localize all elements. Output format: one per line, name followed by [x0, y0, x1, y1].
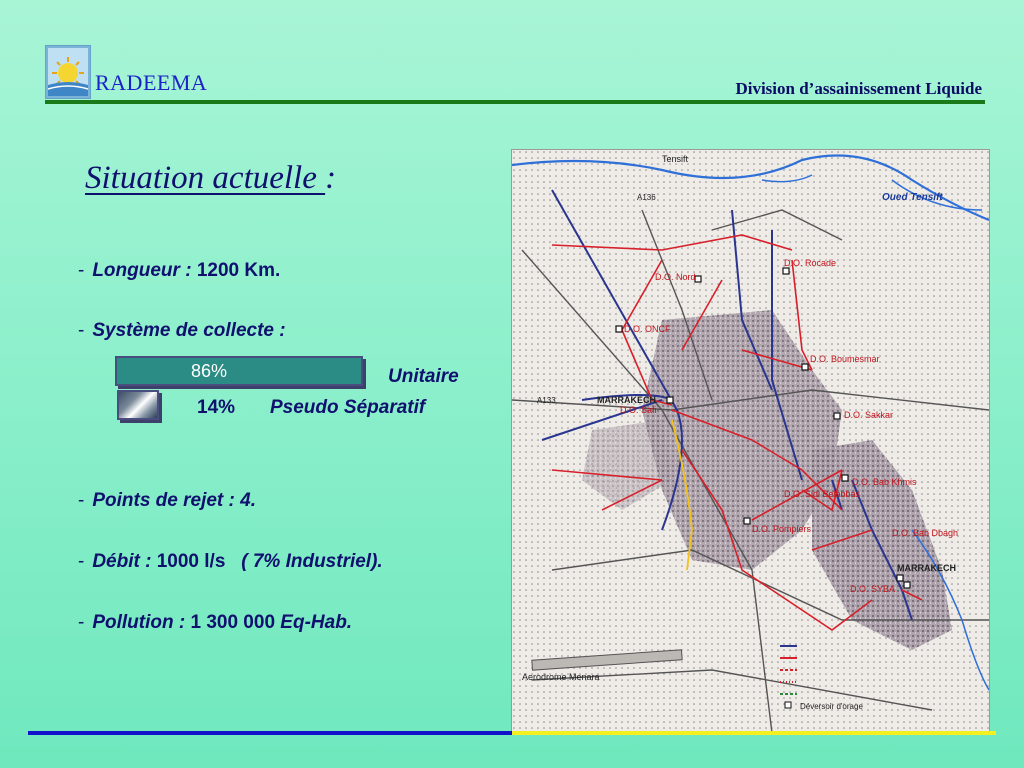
map-label-do-oncf: D.O. ONCF: [624, 324, 671, 334]
pollution-label: Pollution :: [92, 612, 186, 633]
map-label-do-sidi-belabbas: D.O. Sidi Belabbas: [784, 489, 861, 499]
map-label-do-rocade: D.O. Rocade: [784, 258, 837, 268]
map-label-a133: A133: [537, 396, 556, 405]
length-value: 1200 Km.: [196, 260, 281, 281]
unitary-share-bar: [115, 356, 363, 386]
bullet-length: - Longueur : 1200 Km.: [78, 260, 281, 281]
map-label-do-bab-dbagh: D.O. Bab Dbagh: [892, 528, 959, 538]
slide-title: [85, 160, 336, 197]
bullet-outfalls: - Points de rejet : 4.: [78, 490, 256, 511]
slide-title-colon: :: [325, 160, 337, 196]
map-label-a136: A136: [637, 193, 656, 202]
footer-rule-blue: [28, 731, 512, 735]
flow-industrial: ( 7% Industriel).: [241, 551, 383, 572]
map-label-do-nord: D.O. Nord: [655, 272, 696, 282]
pollution-value: 1 300 000: [190, 612, 276, 633]
division-title: Division d’assainissement Liquide: [735, 79, 982, 98]
length-label: Longueur :: [92, 260, 192, 281]
map-label-do-boumesmar: D.O. Boumesmar: [810, 354, 880, 364]
pseudo-share-bar: [117, 390, 159, 420]
unitary-percent: 86%: [190, 361, 228, 381]
map-label-marrakech-2: MARRAKECH: [897, 563, 956, 573]
slide-title-text: Situation actuelle: [85, 160, 326, 196]
header-divider: [45, 100, 985, 104]
bullet-collection: - Système de collecte :: [78, 320, 286, 341]
bullet-flow: - Débit : 1000 l/s ( 7% Industriel).: [78, 551, 383, 572]
sewer-network-map: [511, 149, 990, 734]
pseudo-percent: 14%: [197, 397, 236, 418]
brand-name: RADEEMA: [95, 70, 208, 95]
map-label-airport: Aerodrome Menara: [522, 672, 600, 682]
map-svg: [512, 150, 989, 733]
map-label-tensift: Tensift: [662, 154, 689, 164]
pseudo-label: Pseudo Séparatif: [270, 397, 426, 418]
collection-label: Système de collecte :: [92, 320, 286, 341]
bullet-pollution: - Pollution : 1 300 000 Eq-Hab.: [78, 612, 353, 633]
flow-label: Débit :: [92, 551, 152, 572]
map-label-do-pompiers: D.O. Pompiers: [752, 524, 812, 534]
unitary-label: Unitaire: [388, 366, 459, 387]
flow-value: 1000 l/s: [156, 551, 226, 572]
legend-overflow-label: Déversoir d'orage: [800, 702, 863, 711]
radeema-logo: [45, 45, 91, 99]
map-label-do-syba: D.O. SYBA: [850, 584, 896, 594]
map-label-do-safi: D.O. Safi: [620, 405, 657, 415]
map-label-do-sakkar: D.O. Sakkar: [844, 410, 894, 420]
footer-rule-yellow: [512, 731, 996, 735]
outfalls-label: Points de rejet : 4.: [92, 490, 256, 511]
pollution-unit: Eq-Hab.: [280, 612, 353, 633]
map-label-river: Oued Tensift: [882, 192, 943, 203]
map-label-do-bab-khmis: D.O. Bab Khmis: [852, 477, 917, 487]
map-label-marrakech-1: MARRAKECH: [597, 395, 656, 405]
